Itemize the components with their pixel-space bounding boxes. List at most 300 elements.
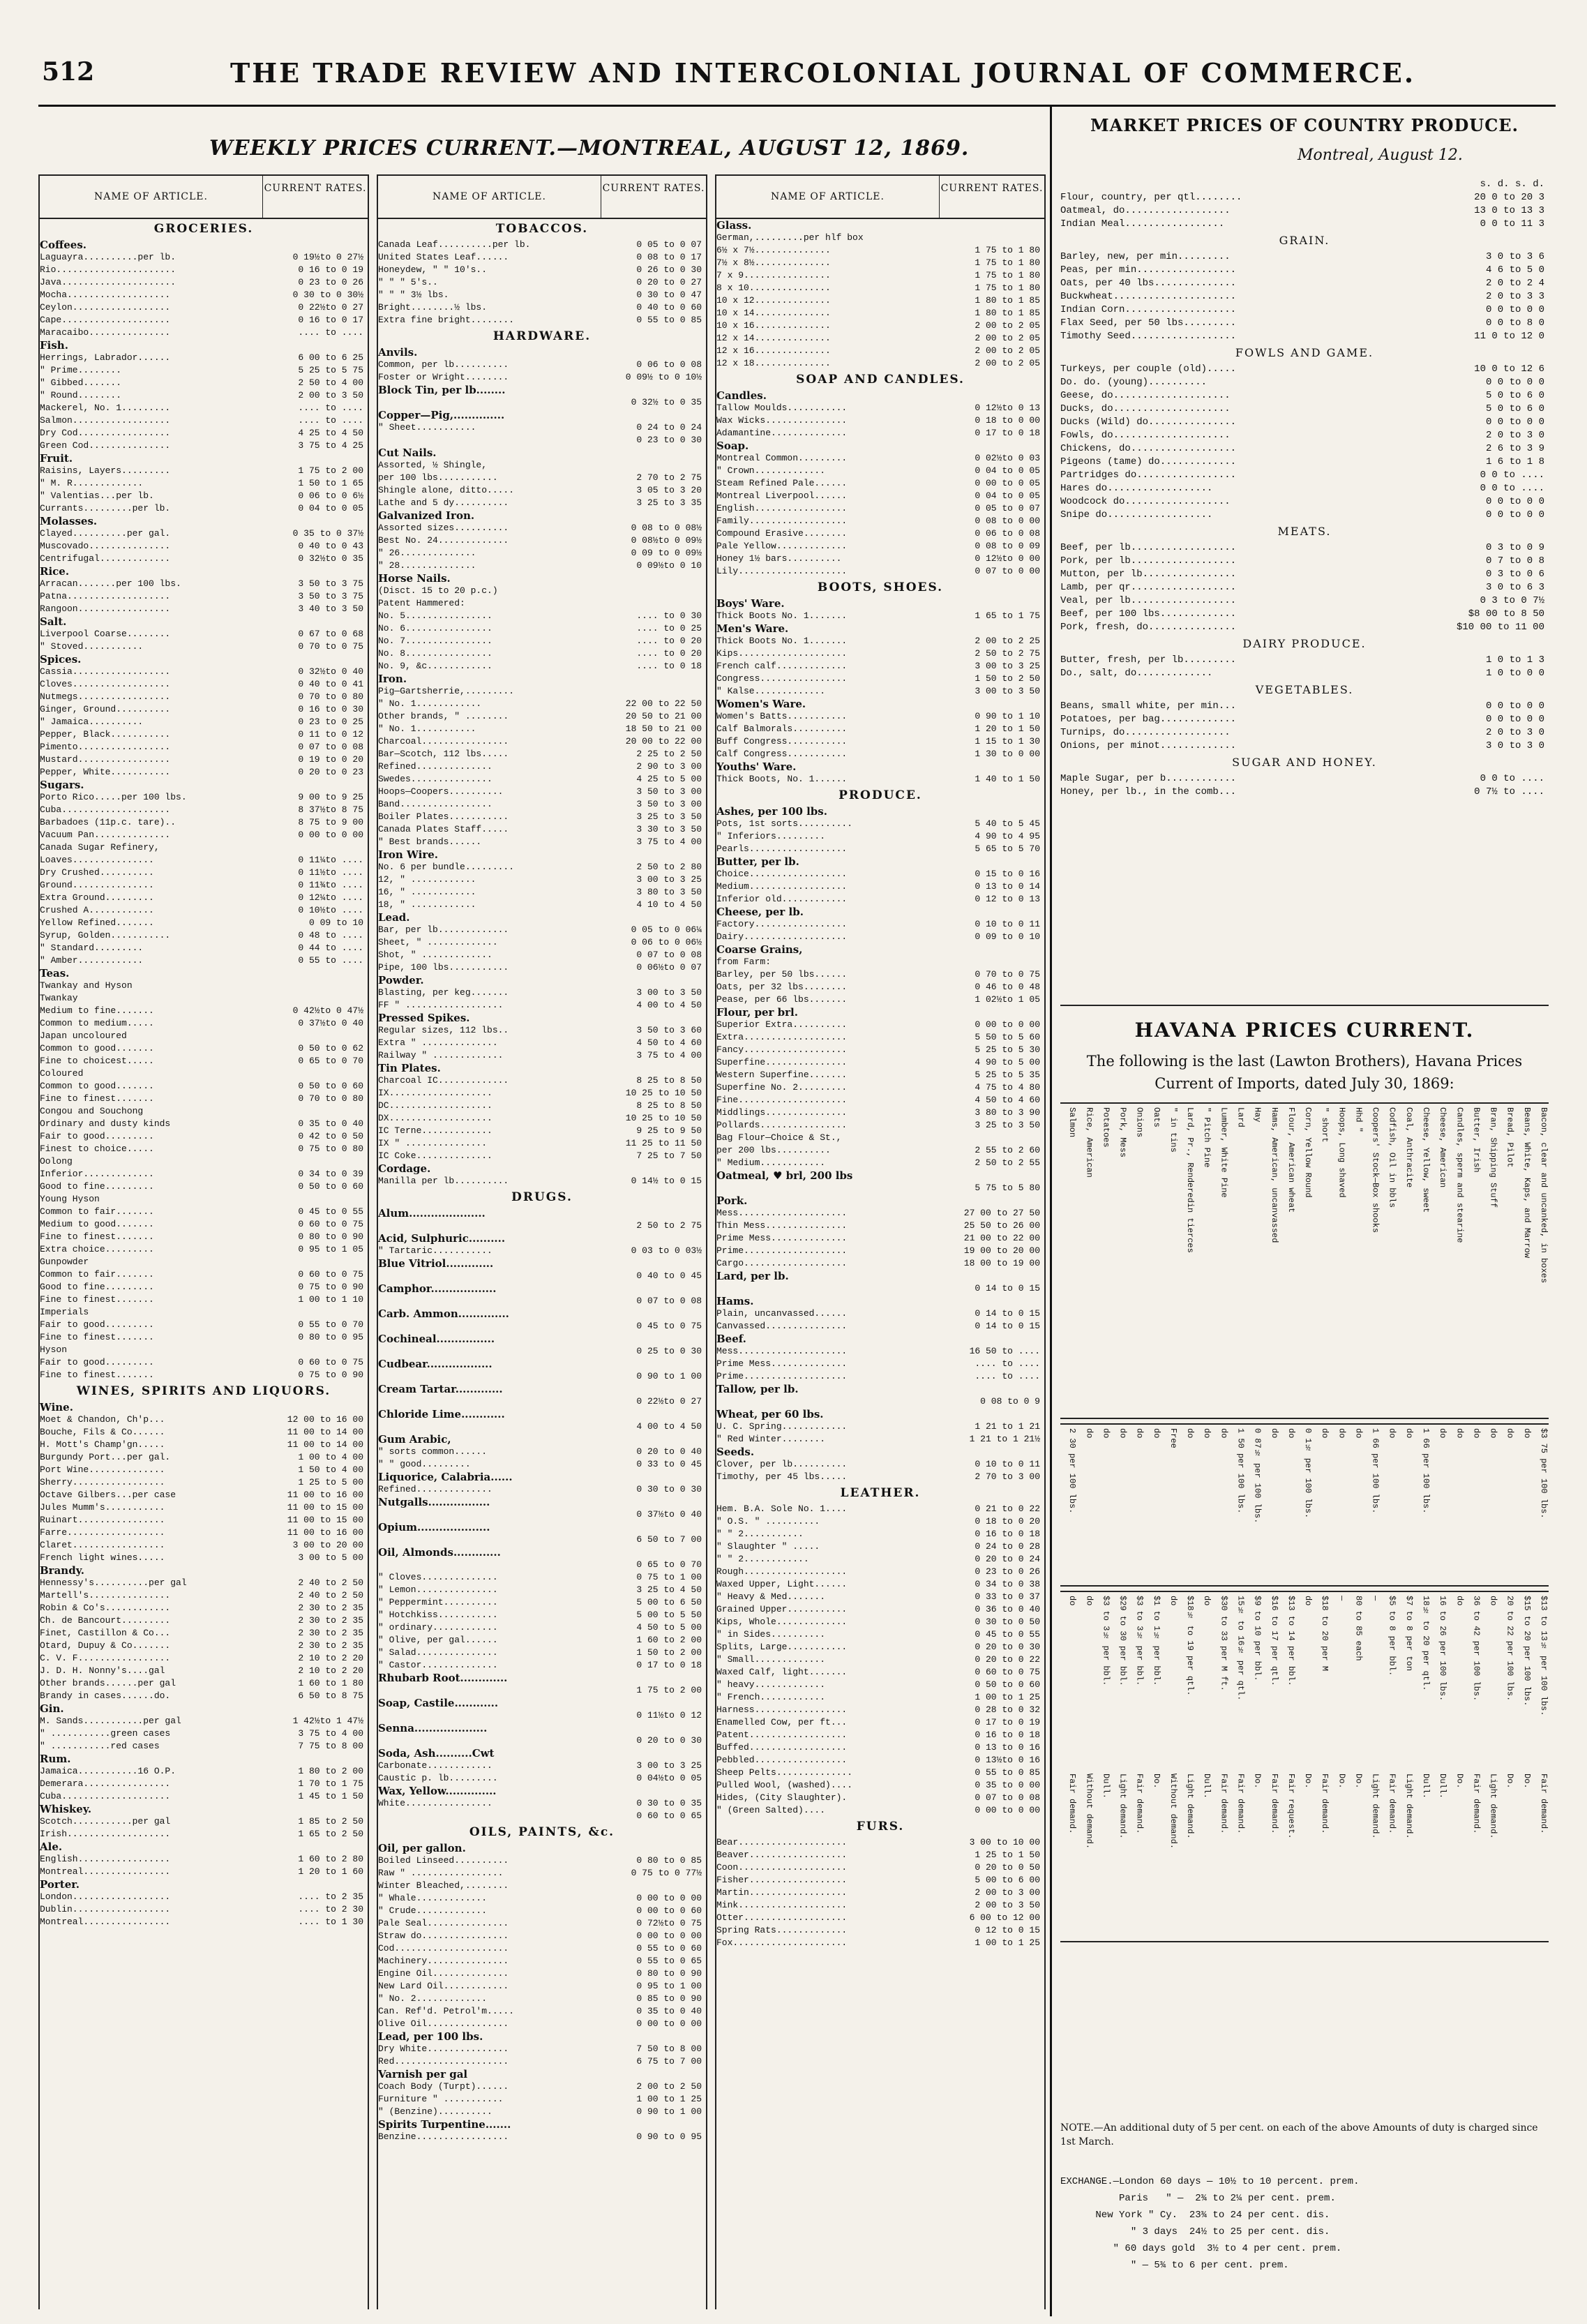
price-value: 0 44 to .... (298, 943, 363, 953)
price-value: 0 17 to 0 18 (975, 428, 1040, 438)
category-heading: Oil, per gallon. (378, 1842, 466, 1854)
price-value: 0 10 to 0 11 (975, 919, 1040, 929)
articles-cell: Lard, Pr., Renderedin tierces (1185, 1107, 1196, 1253)
category-heading: Block Tin, per lb........ (378, 384, 506, 396)
price-row (1060, 290, 1549, 303)
price-row (378, 1420, 706, 1433)
article-name: Do. do. (young).......... (1060, 377, 1208, 388)
price-value: 2 0 to 2 4 (1485, 278, 1544, 289)
price-value: 3 0 to 3 6 (1485, 251, 1544, 262)
prices-cell: $16 to 17 per qtl. (1269, 1596, 1279, 1686)
price-value: 0 23 to 0 30 (636, 435, 702, 445)
article-name: " Medium............ (716, 1157, 826, 1168)
price-row (378, 560, 706, 572)
category-heading: Camphor.................. (378, 1282, 497, 1295)
price-value: 0 03 to 0 03½ (631, 1245, 702, 1256)
article-name: Congress................ (716, 673, 848, 684)
article-name: No. 5................ (378, 610, 492, 621)
prices-cell: 18½ to 20 per qtl. (1421, 1596, 1431, 1691)
price-value: 9 25 to 9 50 (636, 1125, 702, 1136)
price-row (40, 264, 368, 276)
prices-cell: do (1303, 1596, 1314, 1606)
demand-cell: Light demand. (1185, 1774, 1196, 1839)
price-value: 0 20 to 0 24 (975, 1554, 1040, 1564)
price-row (378, 1370, 706, 1383)
price-value: 0 60 to 0 65 (636, 1811, 702, 1821)
price-value: 0 75 to 0 90 (298, 1370, 363, 1380)
price-value: .... to 0 30 (636, 610, 702, 621)
price-value: 2 50 to 2 80 (636, 862, 702, 872)
price-value: 2 70 to 3 00 (975, 1471, 1040, 1482)
price-row (716, 1119, 1044, 1132)
price-value: 0 23 to 0 26 (975, 1566, 1040, 1577)
duties-cell: 2 30 per 100 lbs. (1067, 1428, 1078, 1514)
price-row (716, 635, 1044, 647)
article-name (378, 1295, 597, 1307)
price-row (40, 1281, 368, 1294)
price-value: 6 50 to 8 75 (298, 1690, 363, 1701)
price-row (1060, 495, 1549, 509)
price-row (40, 929, 368, 942)
prices-cell: $18½ to 19 per qtl. (1185, 1596, 1196, 1696)
article-name (378, 434, 597, 447)
price-value: 0 05 to 0 07 (636, 239, 702, 250)
article-name: " sorts common...... (378, 1446, 488, 1457)
article-name: IX................... (378, 1088, 492, 1098)
price-value: 1 30 to 0 00 (975, 749, 1040, 759)
price-value: 7 75 to 8 00 (298, 1741, 363, 1751)
article-name: Spring Rats............. (716, 1925, 848, 1935)
price-row (378, 2005, 706, 2018)
price-value: 4 25 to 5 00 (636, 774, 702, 784)
price-row (378, 622, 706, 635)
demand-cell: Do. (1151, 1774, 1161, 1789)
article-name: Cod..................... (378, 1943, 509, 1954)
price-row (716, 294, 1044, 307)
havana-prices-table (1060, 1591, 1549, 1942)
price-row (40, 1552, 368, 1564)
price-row (716, 232, 1044, 244)
article-name: Buckwheat..................... (1060, 291, 1237, 302)
article-name: Pig—Gartsherrie,......... (378, 686, 515, 696)
prices-cell: do (1168, 1596, 1178, 1606)
price-value: 0 0 to 0 0 (1485, 714, 1544, 725)
price-row (378, 1037, 706, 1049)
category-heading: Cochineal................ (378, 1333, 495, 1345)
price-row (1060, 568, 1549, 581)
price-value: 0 02½to 0 03 (975, 453, 1040, 463)
price-value: 0 50 to 0 60 (975, 1679, 1040, 1690)
category-heading: Chloride Lime............ (378, 1408, 505, 1420)
price-row (40, 364, 368, 377)
price-row (40, 1589, 368, 1602)
price-value: 2 00 to 2 05 (975, 345, 1040, 356)
price-row (40, 1778, 368, 1790)
price-value: 3 25 to 3 50 (636, 811, 702, 822)
article-name: Band................. (378, 799, 492, 809)
price-value: 3 00 to 3 25 (636, 1760, 702, 1771)
article-name: U. C. Spring............ (716, 1421, 848, 1432)
price-row (716, 1779, 1044, 1792)
article-name: Port Wine.............. (40, 1464, 165, 1475)
price-value: 0 04½to 0 05 (636, 1773, 702, 1783)
price-row (378, 534, 706, 547)
duties-cell: do (1337, 1428, 1347, 1439)
price-value: 5 00 to 6 00 (975, 1875, 1040, 1885)
article-name: Green Cod............... (40, 440, 171, 451)
category-heading: Seeds. (716, 1446, 755, 1458)
article-name: Pale Seal............... (378, 1918, 509, 1928)
articles-cell: Coopers' Stock—Box shooks (1370, 1107, 1381, 1234)
price-value: 3 50 to 3 75 (298, 578, 363, 589)
price-row (40, 502, 368, 515)
exchange-line: New York " Cy. 23¾ to 24 per cent. dis. (1060, 2210, 1330, 2221)
price-row (716, 1628, 1044, 1641)
price-row (40, 1168, 368, 1180)
demand-cell: Do. (1337, 1774, 1347, 1789)
article-name: Fine to finest....... (40, 1294, 154, 1305)
article-name: Sheet, " ............. (378, 937, 498, 947)
price-value: 1 0 to 0 0 (1485, 668, 1544, 679)
prices-cell: $3 to 3½ per bbl. (1134, 1596, 1145, 1686)
price-value: 0 10 to 0 11 (975, 1459, 1040, 1469)
article-name: " No. 1........... (378, 724, 476, 734)
price-row (40, 1602, 368, 1614)
price-value: 0 46 to 0 48 (975, 982, 1040, 992)
price-value: 3 75 to 4 25 (298, 440, 363, 451)
produce-section-heading: MEATS. (1277, 525, 1332, 538)
price-value: 0 67 to 0 68 (298, 629, 363, 639)
price-value: 19 00 to 20 00 (963, 1245, 1040, 1256)
price-value: 0 90 to 1 10 (975, 711, 1040, 721)
price-value: 0 00 to 0 00 (636, 2018, 702, 2029)
price-value: 0 7 to 0 8 (1485, 555, 1544, 567)
price-row (378, 748, 706, 760)
price-row (378, 924, 706, 936)
price-row (40, 1690, 368, 1702)
article-name: Best No. 24............. (378, 535, 509, 546)
article-name: Dairy................... (716, 931, 848, 942)
price-row (378, 396, 706, 409)
category-heading: Men's Ware. (716, 622, 789, 635)
price-value: 0 40 to 0 41 (298, 679, 363, 689)
price-row (40, 540, 368, 553)
price-value: 0 32½to 0 40 (298, 666, 363, 677)
price-row (716, 1515, 1044, 1528)
article-name: Laguayra..........per lb. (40, 252, 176, 262)
price-value: 16 50 to .... (969, 1346, 1040, 1356)
price-value: 20 00 to 22 00 (625, 736, 702, 747)
price-value: 0 50 to 0 62 (298, 1043, 363, 1054)
price-value: 0 11¼to .... (298, 855, 363, 865)
price-value: 0 50 to 0 60 (298, 1181, 363, 1192)
price-value: 3 25 to 3 35 (636, 497, 702, 508)
article-name (378, 1684, 597, 1697)
price-row (1060, 277, 1549, 290)
category-heading: Wax, Yellow.............. (378, 1785, 497, 1797)
article-name: Fine to choicest..... (40, 1056, 154, 1066)
price-value: 0 35 to 0 40 (298, 1118, 363, 1129)
article-name: Bouche, Fils & Co...... (40, 1427, 165, 1437)
article-name: Hares do.................. (1060, 483, 1213, 494)
article-name: Prime Mess.............. (716, 1233, 848, 1243)
price-row (716, 1282, 1044, 1295)
article-name: DX................... (378, 1113, 492, 1123)
article-name: " Lemon............... (378, 1584, 498, 1595)
price-row (378, 1137, 706, 1150)
price-row (1060, 442, 1549, 456)
price-row (40, 1143, 368, 1155)
price-value: 3 75 to 4 00 (298, 1728, 363, 1739)
article-name: Fair to good......... (40, 1131, 154, 1141)
articles-cell: Salmon (1067, 1107, 1078, 1138)
price-row (40, 490, 368, 502)
price-row (716, 1182, 1044, 1194)
article-name: Pebbled................. (716, 1755, 848, 1765)
price-row (1060, 555, 1549, 568)
price-value: 3 75 to 4 00 (636, 837, 702, 847)
price-row (40, 327, 368, 339)
price-row (40, 1218, 368, 1231)
price-row (1060, 667, 1549, 680)
price-value: 1 21 to 1 21½ (969, 1434, 1040, 1444)
article-name: Medium to fine....... (40, 1005, 154, 1016)
prices-cell: 15½ to 16½ per qtl. (1235, 1596, 1246, 1701)
demand-cell: Without demand. (1084, 1774, 1095, 1850)
price-row (378, 1295, 706, 1307)
article-name: Timothy Seed.................. (1060, 331, 1237, 342)
prices-cell: 20 to 22 per 100 lbs. (1505, 1596, 1515, 1702)
price-row (378, 1609, 706, 1621)
price-row (716, 1553, 1044, 1566)
article-name: 12 x 18.............. (716, 358, 831, 368)
price-row (378, 1220, 706, 1232)
price-row (378, 1458, 706, 1471)
article-name: Thin Mess............... (716, 1220, 848, 1231)
category-heading: Rum. (40, 1753, 71, 1765)
article-name: " Round........ (40, 390, 122, 400)
category-heading: Butter, per lb. (716, 855, 799, 868)
category-heading: Rice. (40, 565, 70, 578)
article-name: " Prime........ (40, 365, 122, 375)
article-name: Onions, per minot............. (1060, 740, 1237, 751)
article-name: " " " 5's.. (378, 277, 438, 287)
article-name: Indian Meal................. (1060, 218, 1225, 230)
price-value: 0 20 to 0 30 (975, 1642, 1040, 1652)
price-row (1060, 594, 1549, 608)
duties-cell: do (1404, 1428, 1414, 1439)
category-heading: Oatmeal, ♥ brl, 200 lbs (716, 1169, 853, 1182)
price-row (378, 239, 706, 251)
article-name: Gunpowder (40, 1257, 89, 1267)
prices-cell: $5 to 8 per bbl. (1387, 1596, 1397, 1677)
price-row (716, 1370, 1044, 1383)
article-name: M. Sands...........per gal (40, 1716, 181, 1726)
price-value: 0 06 to 0 08 (636, 359, 702, 370)
price-value: 0 00 to 0 00 (636, 1931, 702, 1941)
price-row (378, 547, 706, 560)
price-value: 0 09 to 0 10 (975, 931, 1040, 942)
exchange-line: EXCHANGE.—London 60 days — 10½ to 10 percent. prem. (1060, 2176, 1360, 2187)
price-row (40, 1155, 368, 1168)
article-name: Mess.................... (716, 1346, 848, 1356)
price-value: 3 0 to 3 0 (1485, 740, 1544, 751)
price-value: 2 00 to 2 50 (636, 2081, 702, 2092)
price-row (40, 1306, 368, 1319)
price-value: 8 75 to 9 00 (298, 817, 363, 827)
article-name: (Disct. 15 to 20 p.c.) (378, 585, 498, 596)
price-value: 3 30 to 3 50 (636, 824, 702, 834)
price-row (40, 1206, 368, 1218)
article-name: Can. Ref'd. Petrol'm..... (378, 2006, 515, 2016)
price-value: 1 50 to 4 00 (298, 1464, 363, 1475)
price-value: 5 75 to 5 80 (975, 1183, 1040, 1193)
price-value: 6 00 to 6 25 (298, 352, 363, 363)
price-value: 1 02½to 1 05 (975, 994, 1040, 1005)
price-value (597, 597, 706, 610)
price-value: 0 09½to 0 10 (636, 560, 702, 571)
price-value: 3 80 to 3 90 (975, 1107, 1040, 1118)
article-name: Superior Extra.......... (716, 1019, 848, 1030)
article-name: Centrifugal............. (40, 553, 171, 564)
price-row (1060, 608, 1549, 621)
article-name: Ruinart................ (40, 1515, 165, 1525)
price-value: 3 05 to 3 20 (636, 485, 702, 495)
price-value: 0 45 to 0 55 (298, 1206, 363, 1217)
article-name: Pepper, White........... (40, 767, 171, 777)
articles-cell: Hhd " (1353, 1107, 1364, 1133)
price-value: 3 75 to 4 00 (636, 1050, 702, 1060)
duties-cell: do (1269, 1428, 1279, 1439)
rates-header: CURRENT RATES. (264, 183, 367, 194)
header-rule (38, 105, 1556, 107)
category-heading: Galvanized Iron. (378, 509, 475, 522)
duties-cell: 1 50 per 100 lbs. (1235, 1428, 1246, 1514)
article-name (378, 1345, 597, 1358)
price-value: 0 36 to 0 40 (975, 1604, 1040, 1614)
price-value: 0 95 to 1 00 (636, 1981, 702, 1991)
article-name: Medium to good....... (40, 1219, 154, 1229)
price-row (1060, 403, 1549, 416)
demand-cell: Fair demand. (1269, 1774, 1279, 1834)
article-name: Do., salt, do............. (1060, 668, 1213, 679)
price-value: 0 22½to 0 27 (636, 1396, 702, 1407)
price-value: 6 00 to 12 00 (969, 1912, 1040, 1923)
duties-cell: do (1521, 1428, 1532, 1439)
price-value: 0 0 to 11 3 (1480, 218, 1544, 230)
price-value: 2 00 to 2 05 (975, 320, 1040, 331)
article-name: Otard, Dupuy & Co....... (40, 1640, 171, 1651)
price-row (40, 289, 368, 301)
price-row (40, 816, 368, 829)
article-name: Butter, fresh, per lb......... (1060, 654, 1237, 666)
price-value (259, 992, 368, 1005)
section-heading: BOOTS, SHOES. (817, 580, 944, 594)
price-value: 0 20 to 0 23 (298, 767, 363, 777)
price-value: 0 70 to 0 80 (298, 691, 363, 702)
category-heading: Cheese, per lb. (716, 906, 804, 918)
price-tables (38, 174, 1043, 2316)
article-name: Common, per lb.......... (378, 359, 509, 370)
price-value: 2 50 to 2 55 (975, 1157, 1040, 1168)
article-name: " Valentias...per lb. (40, 490, 154, 501)
article-name: Adamantine.............. (716, 428, 848, 438)
article-name: " Peppermint.......... (378, 1597, 498, 1607)
produce-section-heading: DAIRY PRODUCE. (1242, 637, 1367, 650)
article-name: Assorted, ½ Shingle, (378, 460, 488, 470)
price-value: 0 40 to 0 43 (298, 541, 363, 551)
category-heading: Cudbear.................. (378, 1358, 492, 1370)
price-row (716, 1019, 1044, 1031)
category-heading: Candles. (716, 389, 767, 402)
price-row (716, 1132, 1044, 1144)
price-row (716, 1220, 1044, 1232)
article-name: Canvassed............... (716, 1321, 848, 1331)
price-row (40, 1055, 368, 1067)
price-row (40, 1652, 368, 1665)
demand-cell: Fair demand. (1538, 1774, 1549, 1834)
article-name: Clover, per lb.......... (716, 1459, 848, 1469)
price-row (1060, 191, 1549, 204)
price-row (40, 1489, 368, 1501)
price-row (716, 490, 1044, 502)
price-value: 0 40 to 0 60 (636, 302, 702, 313)
article-name: Beaver.................. (716, 1850, 848, 1860)
article-name (378, 1270, 597, 1282)
price-value (259, 1306, 368, 1319)
price-value: 1 00 to 1 25 (975, 1937, 1040, 1948)
article-name (378, 1508, 597, 1521)
article-name: Plain, uncanvassed...... (716, 1308, 848, 1319)
price-value: 1 00 to 4 00 (298, 1452, 363, 1462)
price-row (40, 553, 368, 565)
price-row (40, 867, 368, 879)
section-rule (1060, 1005, 1549, 1006)
article-name: Railway " ............. (378, 1050, 504, 1060)
price-row (40, 1614, 368, 1627)
article-name: Bar—Scotch, 112 lbs..... (378, 749, 509, 759)
price-row (1060, 713, 1549, 726)
price-value: 0 42½to 0 47½ (292, 1005, 363, 1016)
article-name: Shot, " ............. (378, 950, 492, 960)
price-value: 0 48 to .... (298, 930, 363, 940)
price-row (40, 640, 368, 653)
price-row (378, 1345, 706, 1358)
articles-cell: Bread, Pilot (1505, 1107, 1515, 1168)
price-row (378, 1880, 706, 1892)
category-heading: Youths' Ware. (716, 760, 797, 773)
price-row (716, 748, 1044, 760)
article-name: Mocha................... (40, 290, 171, 300)
price-row (40, 314, 368, 327)
price-row (716, 1056, 1044, 1069)
column-divider (1050, 105, 1052, 2316)
demand-cell: Fair request. (1286, 1774, 1296, 1839)
price-row (378, 886, 706, 899)
price-row (378, 2081, 706, 2093)
article-name: Liverpool Coarse........ (40, 629, 171, 639)
price-value: 1 6 to 1 8 (1485, 456, 1544, 467)
price-value (259, 1344, 368, 1356)
price-row (378, 1980, 706, 1993)
article-name: 18, " ............ (378, 899, 476, 910)
article-name: " Slaughter " ..... (716, 1541, 820, 1552)
price-row (716, 868, 1044, 880)
duties-cell: 0 87½ per 100 lbs. (1252, 1428, 1263, 1524)
price-row (716, 1741, 1044, 1754)
price-value: 0 21 to 0 22 (975, 1504, 1040, 1514)
category-heading: Whiskey. (40, 1803, 92, 1815)
